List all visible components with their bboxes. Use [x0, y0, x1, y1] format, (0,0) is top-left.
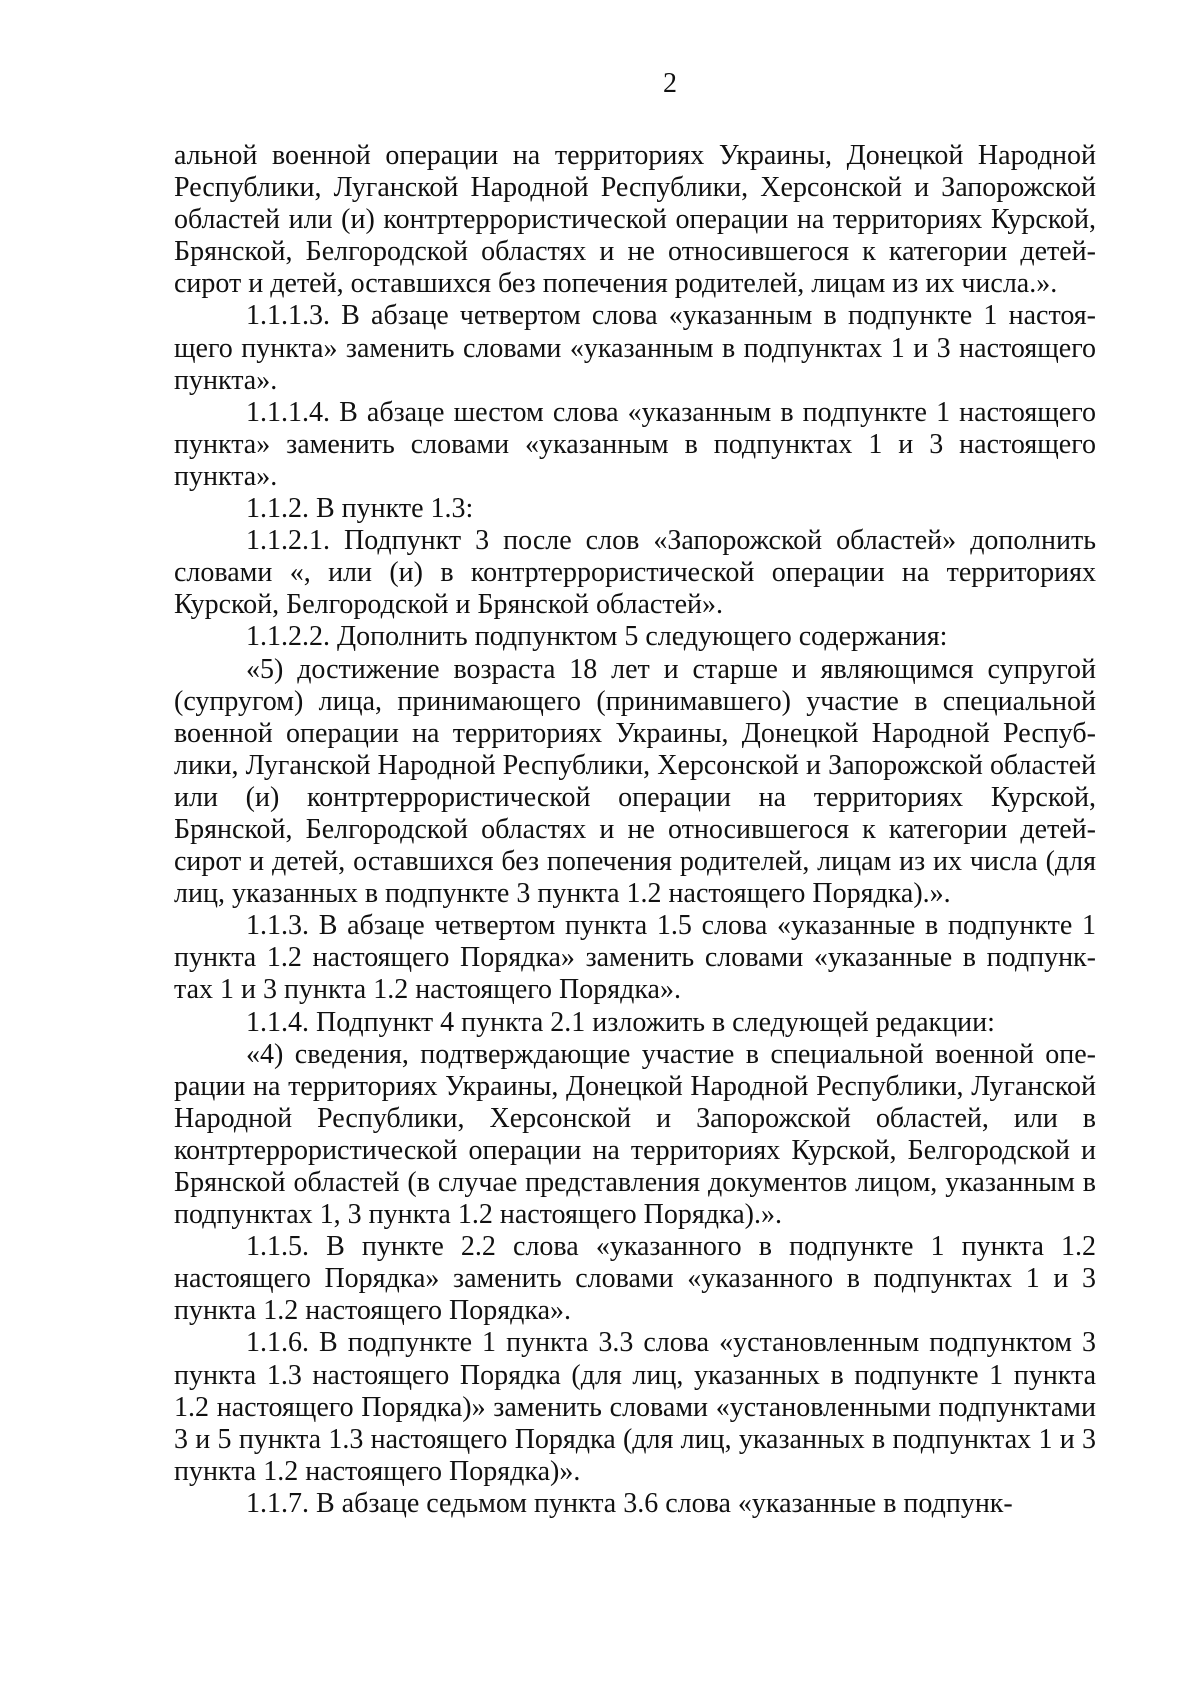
paragraph-1-1-3: 1.1.3. В абзаце четвертом пункта 1.5 слова «указанные в подпункте 1 пункта 1.2 настоящего Порядка» заменить словами «указанные в подпунктах 1 и 3 пункта 1.2 настоящего Порядка». — [174, 910, 1096, 1006]
paragraph-1-1-1-3: 1.1.1.3. В абзаце четвертом слова «указанным в подпункте 1 настоящего пункта» заменить словами «указанным в подпунктах 1 и 3 настоящего пункта». — [174, 300, 1096, 396]
paragraph-1-1-4: 1.1.4. Подпункт 4 пункта 2.1 изложить в следующей редакции: — [246, 1006, 995, 1038]
paragraph-1-1-6: 1.1.6. В подпункте 1 пункта 3.3 слова «установленным подпунктом 3 пункта 1.3 настоящего Порядка (для лиц, указанных в подпункте 1 пункта 1.2 настоящего Порядка)» заменить словами «установленными подпунктами 3 и 5 пункта 1.3 настоящего Порядка (для лиц, указанных в подпунктах 1 и 3 пункта 1.2 настоящего Порядка)». — [174, 1327, 1096, 1487]
paragraph-1-1-1-4: 1.1.1.4. В абзаце шестом слова «указанным в подпункте 1 настоящего пункта» заменить словами «указанным в подпунктах 1 и 3 настоящего пункта». — [174, 396, 1096, 492]
page-number: 2 — [663, 68, 677, 99]
paragraph-continuation: альной военной операции на территориях Украины, Донецкой Народной Республики, Луганской Народной Республики, Херсонской и Запорожской областей или (и) контртеррористической операции на территориях Курской, Брянской, Белгородской областях и не относившегося к категории детей-сирот и детей, оставшихся без попечения родителей, лицам из их числа.». — [174, 140, 1096, 300]
document-body — [174, 140, 1096, 1520]
paragraph-subitem-4: «4) сведения, подтверждающие участие в специальной военной операции на территориях Украины, Донецкой Народной Республики, Луганской Народной Республики, Херсонской и Запорожской областей, или в контртеррористической операции на территориях Курской, Белгородской и Брянской областей (в случае представления документов лицом, указанным в подпунктах 1, 3 пункта 1.2 настоящего Порядка).». — [174, 1038, 1096, 1231]
paragraph-1-1-2-1: 1.1.2.1. Подпункт 3 после слов «Запорожской областей» дополнить словами «, или (и) в контртеррористической операции на территориях Курской, Белгородской и Брянской областей». — [174, 525, 1096, 621]
paragraph-1-1-2: 1.1.2. В пункте 1.3: — [246, 493, 474, 525]
paragraph-1-1-2-2: 1.1.2.2. Дополнить подпунктом 5 следующего содержания: — [246, 621, 948, 653]
paragraph-1-1-7: 1.1.7. В абзаце седьмом пункта 3.6 слова «указанные в подпунк- — [246, 1487, 1013, 1519]
paragraph-1-1-5: 1.1.5. В пункте 2.2 слова «указанного в подпункте 1 пункта 1.2 настоящего Порядка» заменить словами «указанного в подпунктах 1 и 3 пункта 1.2 настоящего Порядка». — [174, 1231, 1096, 1327]
paragraph-subitem-5: «5) достижение возраста 18 лет и старше и являющимся супругой (супругом) лица, принимающего (принимавшего) участие в специальной военной операции на территориях Украины, Донецкой Народной Республики, Луганской Народной Республики, Херсонской и Запорожской областей или (и) контртеррористической операции на территориях Курской, Брянской, Белгородской областях и не относившегося к категории детей-сирот и детей, оставшихся без попечения родителей, лицам из их числа (для лиц, указанных в подпункте 3 пункта 1.2 настоящего Порядка).». — [174, 653, 1096, 910]
